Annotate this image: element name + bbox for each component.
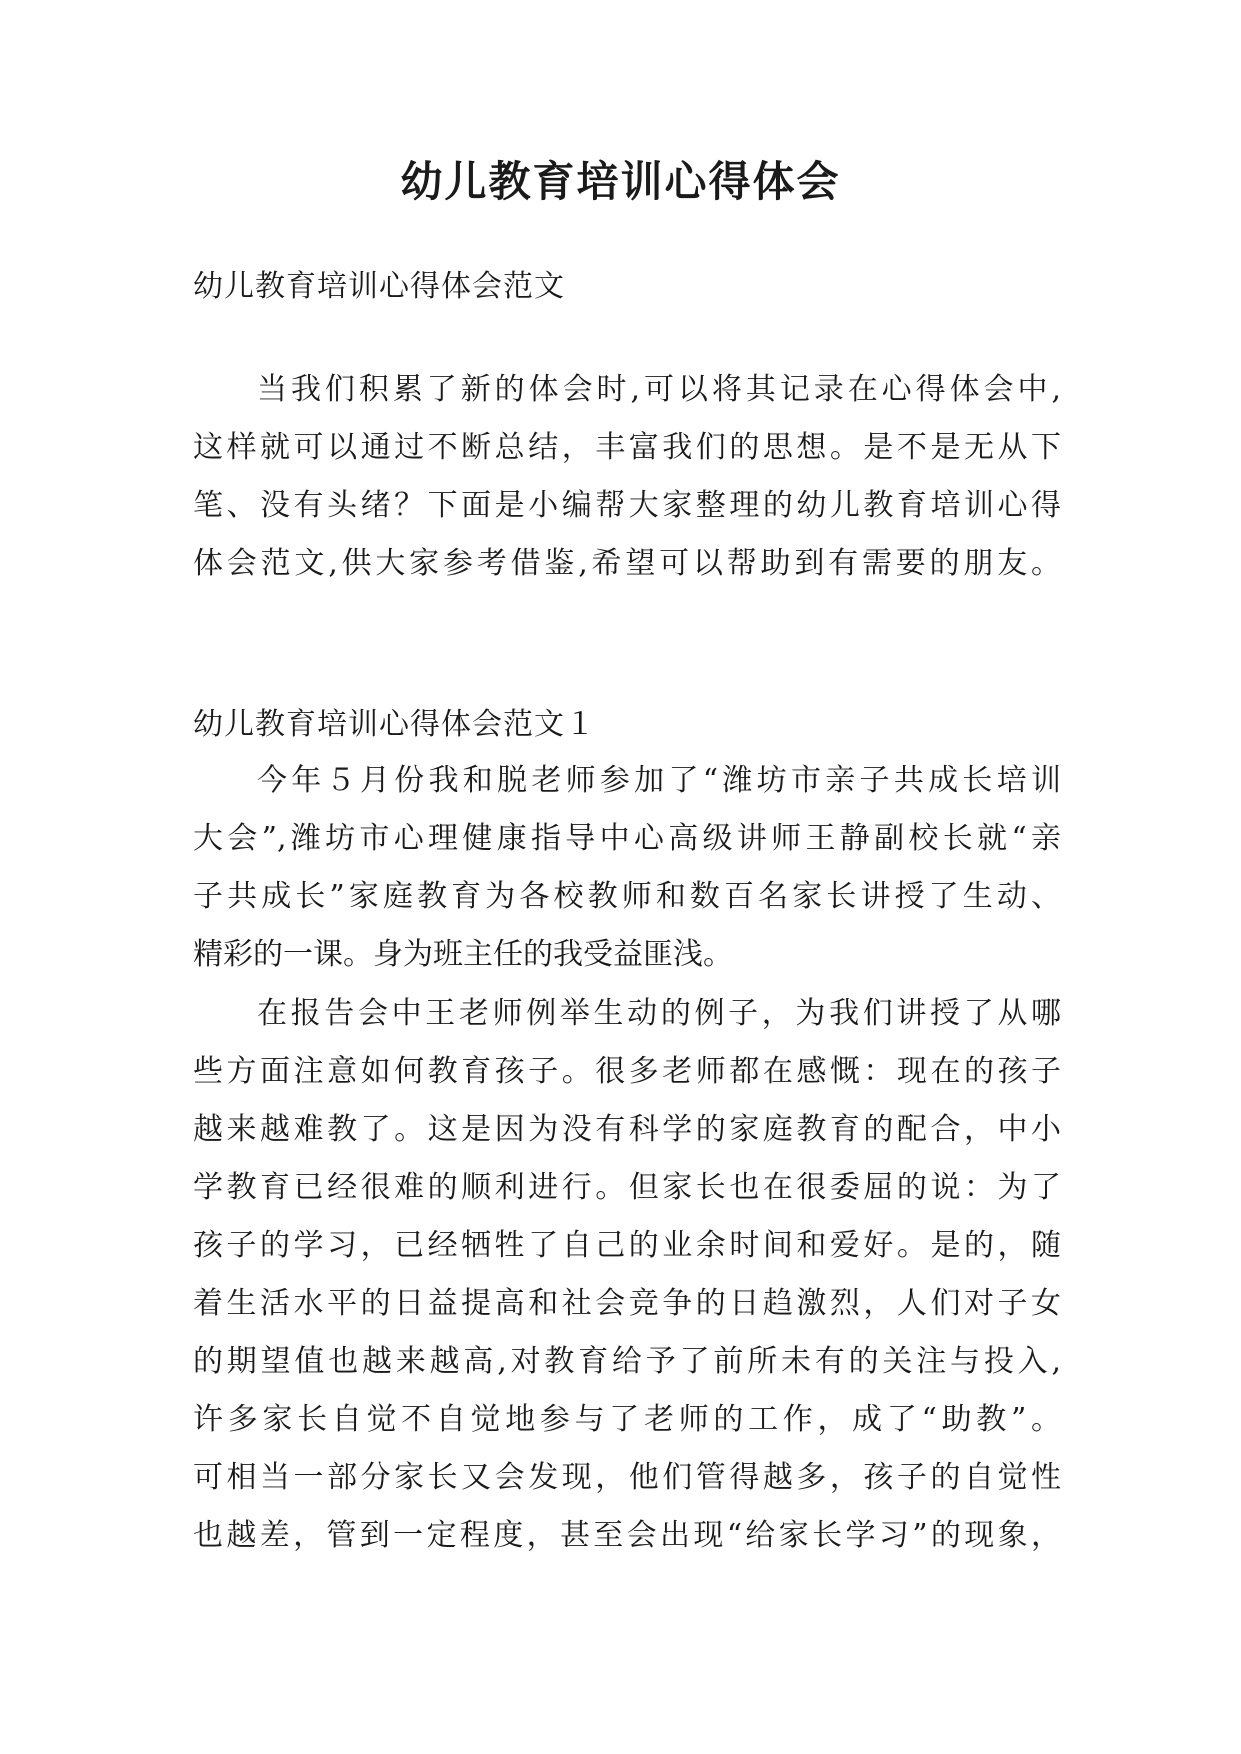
document-title: 幼儿教育培训心得体会 — [400, 157, 841, 206]
paragraph-1 — [193, 752, 1061, 984]
text-line: 学教育已经很难的顺利进行。但家长也在很委屈的说：为了 — [193, 1170, 1061, 1205]
text-line: 可相当一部分家长又会发现，他们管得越多，孩子的自觉性 — [193, 1460, 1061, 1495]
paragraph-2 — [193, 985, 1061, 1565]
text-line: 着生活水平的日益提高和社会竞争的日趋激烈，人们对子女 — [193, 1286, 1061, 1321]
text-line: 孩子的学习，已经牺牲了自己的业余时间和爱好。是的，随 — [193, 1228, 1061, 1263]
text-line: 精彩的一课。身为班主任的我受益匪浅。 — [193, 937, 733, 972]
text-line: 这样就可以通过不断总结，丰富我们的思想。是不是无从下 — [193, 430, 1061, 465]
text-line: 也越差，管到一定程度，甚至会出现“给家长学习”的现象， — [193, 1518, 1061, 1553]
text-line: 越来越难教了。这是因为没有科学的家庭教育的配合，中小 — [193, 1112, 1061, 1147]
text-line: 体会范文,供大家参考借鉴,希望可以帮助到有需要的朋友。 — [193, 546, 1061, 581]
text-line: 许多家长自觉不自觉地参与了老师的工作，成了“助教”。 — [193, 1402, 1061, 1437]
text-line: 笔、没有头绪？下面是小编帮大家整理的幼儿教育培训心得 — [193, 488, 1061, 523]
intro-paragraph — [193, 361, 1061, 593]
section-heading: 幼儿教育培训心得体会范文１ — [193, 707, 596, 742]
text-line: 今年５月份我和脱老师参加了“潍坊市亲子共成长培训 — [257, 763, 1061, 798]
text-line: 子共成长”家庭教育为各校教师和数百名家长讲授了生动、 — [193, 879, 1061, 914]
text-line: 大会”,潍坊市心理健康指导中心高级讲师王静副校长就“亲 — [193, 821, 1061, 856]
document-subtitle: 幼儿教育培训心得体会范文 — [193, 269, 565, 304]
text-line: 在报告会中王老师例举生动的例子，为我们讲授了从哪 — [257, 996, 1061, 1031]
text-line: 的期望值也越来越高,对教育给予了前所未有的关注与投入, — [193, 1344, 1061, 1379]
text-line: 当我们积累了新的体会时,可以将其记录在心得体会中, — [257, 372, 1061, 407]
text-line: 些方面注意如何教育孩子。很多老师都在感慨：现在的孩子 — [193, 1054, 1061, 1089]
